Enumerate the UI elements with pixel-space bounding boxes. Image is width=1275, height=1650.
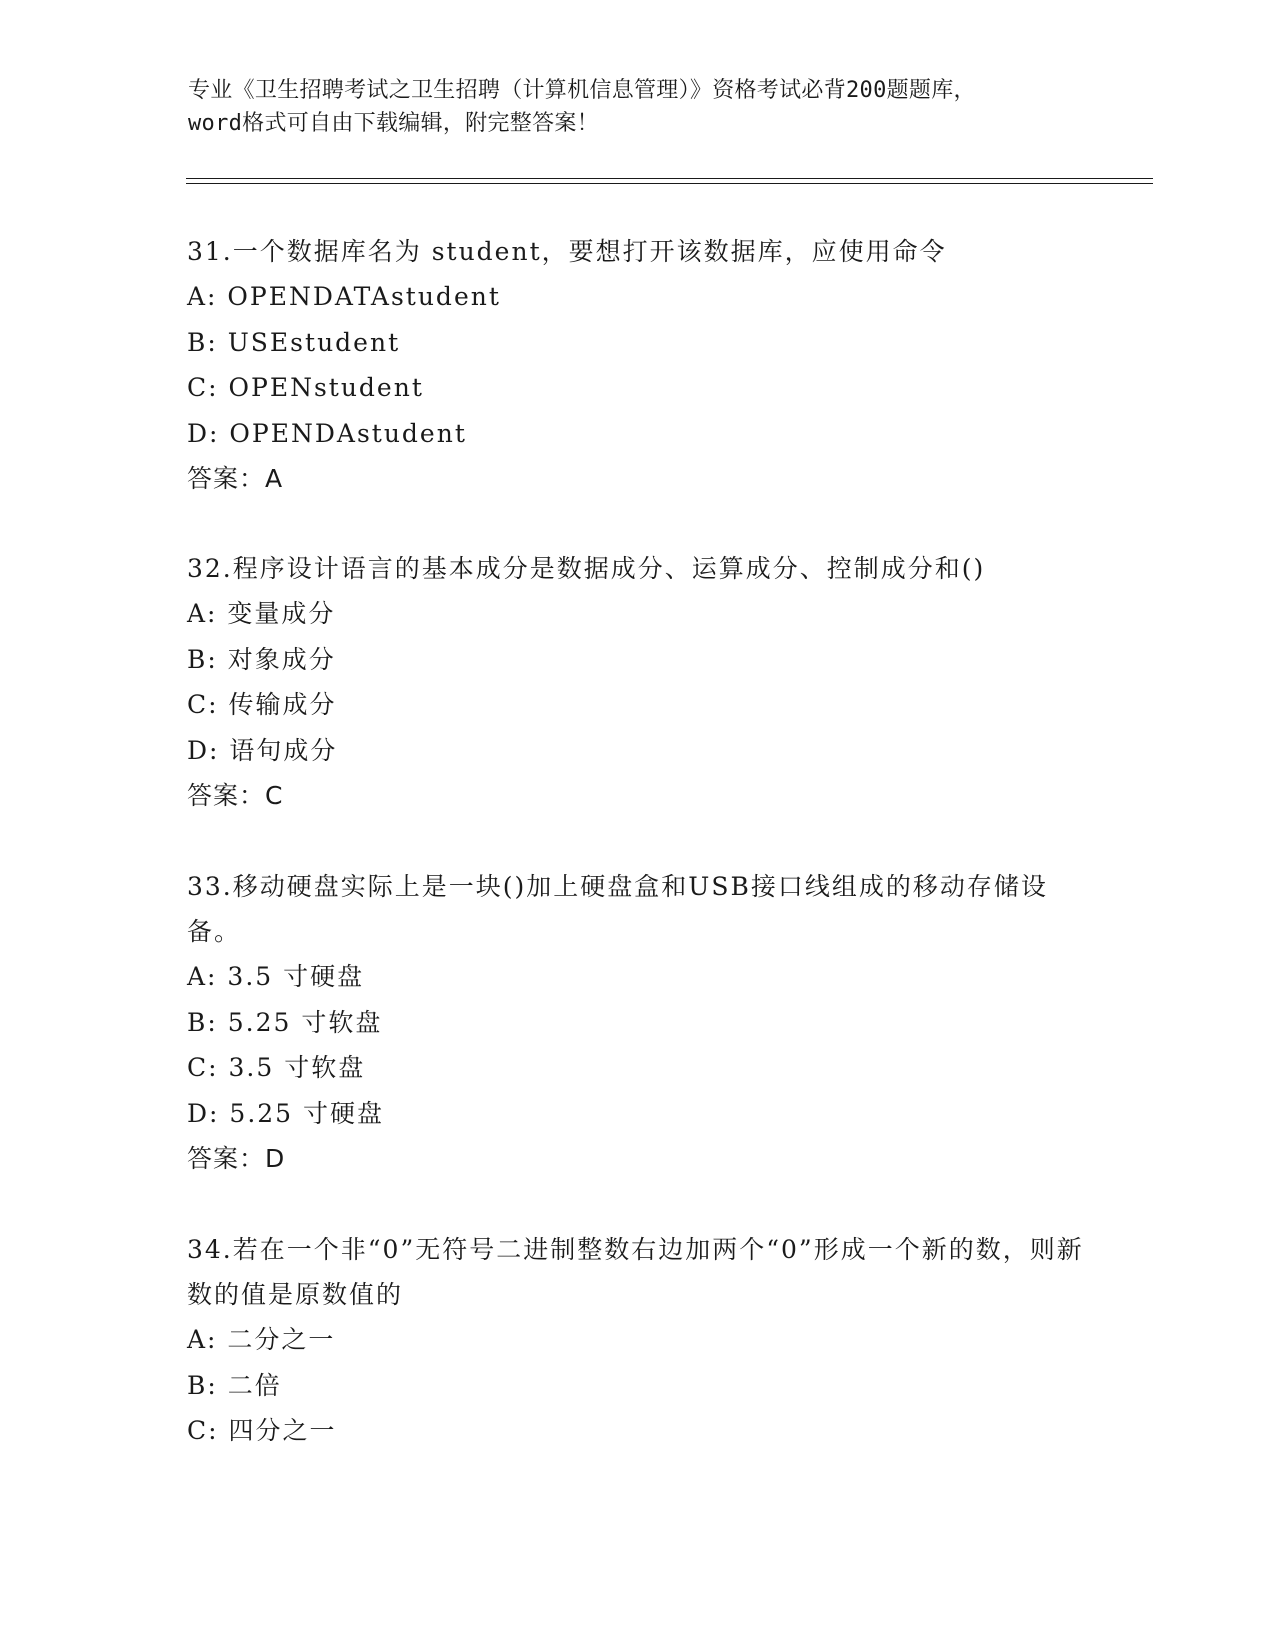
header-line-2: word格式可自由下载编辑，附完整答案！ [188, 111, 599, 136]
option-a: A: 二分之一 [187, 1325, 336, 1354]
option-a: A: 3.5 寸硬盘 [187, 962, 365, 991]
option-d: D: OPENDAstudent [187, 418, 467, 448]
option-b: B: USEstudent [187, 327, 401, 357]
option-a: A: OPENDATAstudent [187, 282, 501, 311]
question-33 [187, 864, 1087, 1181]
answer: 答案：C [187, 781, 284, 810]
header-line-1: 专业《卫生招聘考试之卫生招聘（计算机信息管理）》资格考试必背200题题库， [188, 78, 976, 103]
option-b: B: 二倍 [187, 1370, 282, 1400]
option-d: D: 语句成分 [187, 735, 338, 765]
document-header [188, 74, 1088, 140]
option-a: A: 变量成分 [187, 599, 336, 628]
option-c: C: 传输成分 [187, 690, 337, 719]
option-d: D: 5.25 寸硬盘 [187, 1098, 385, 1128]
question-stem: 32.程序设计语言的基本成分是数据成分、运算成分、控制成分和() [187, 554, 986, 583]
question-31 [187, 229, 1087, 501]
answer: 答案：A [187, 464, 284, 493]
option-c: C: 四分之一 [187, 1416, 337, 1445]
question-stem: 31.一个数据库名为 student，要想打开该数据库，应使用命令 [187, 237, 947, 266]
option-c: C: 3.5 寸软盘 [187, 1053, 366, 1082]
question-stem: 33.移动硬盘实际上是一块()加上硬盘盒和USB接口线组成的移动存储设备。 [187, 872, 1048, 946]
question-34 [187, 1227, 1087, 1454]
question-stem: 34.若在一个非“0”无符号二进制整数右边加两个“0”形成一个新的数，则新数的值是原数值的 [187, 1235, 1084, 1309]
option-c: C: OPENstudent [187, 373, 424, 402]
header-divider-top [186, 178, 1153, 179]
header-divider-bottom [186, 183, 1153, 184]
question-32 [187, 546, 1087, 818]
option-b: B: 5.25 寸软盘 [187, 1007, 383, 1037]
answer: 答案：D [187, 1144, 286, 1173]
option-b: B: 对象成分 [187, 644, 336, 674]
